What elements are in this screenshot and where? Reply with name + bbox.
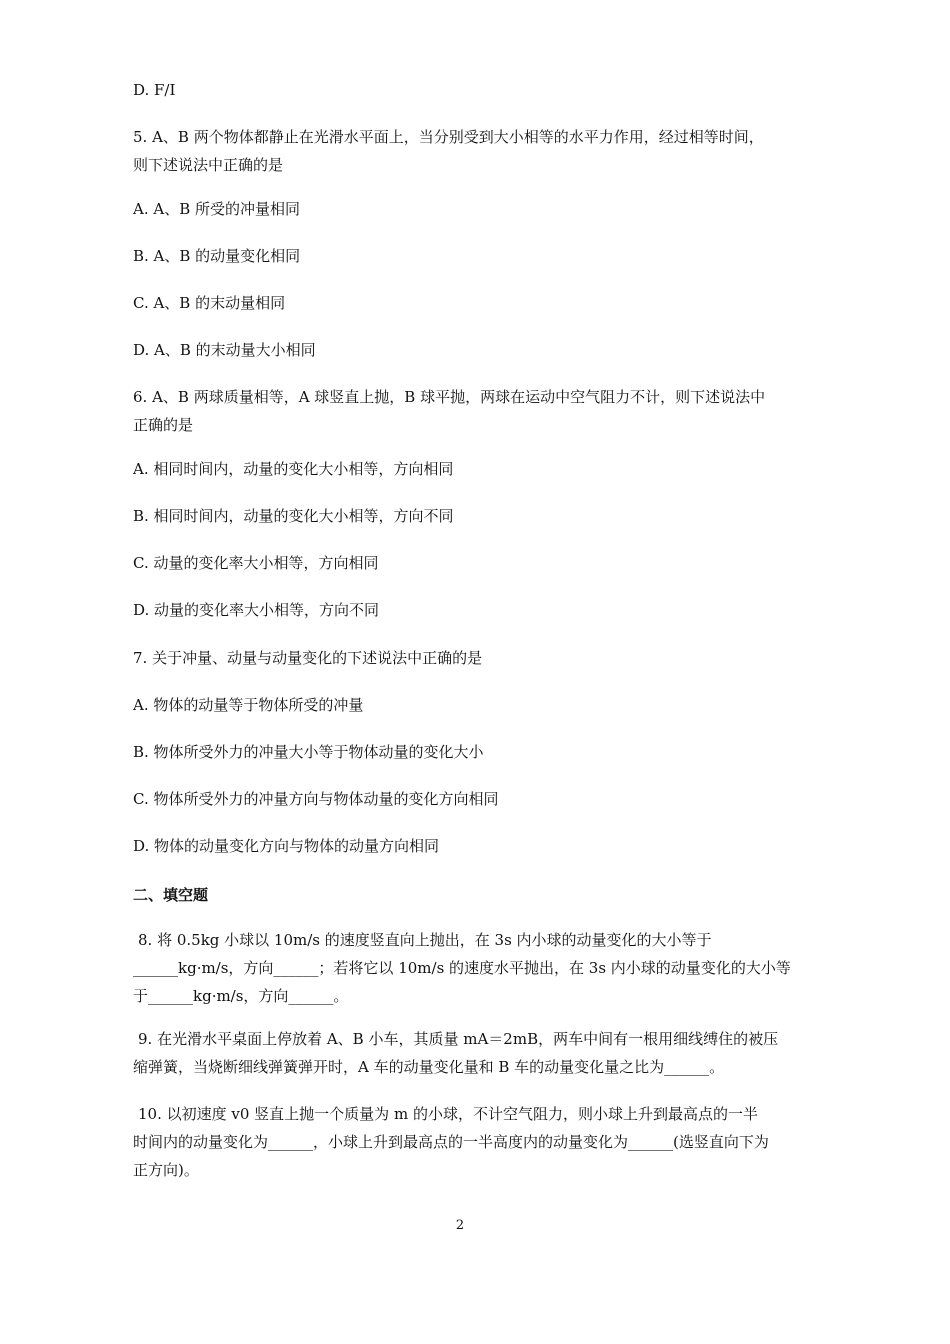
q7-stem: 7. 关于冲量、动量与动量变化的下述说法中正确的是 <box>133 649 483 667</box>
q5-option-d: D. A、B 的末动量大小相同 <box>133 341 316 359</box>
q6-option-b: B. 相同时间内，动量的变化大小相等，方向不同 <box>133 507 454 525</box>
q10-text <box>133 1100 833 1184</box>
q6-stem-line: 6. A、B 两球质量相等，A 球竖直上抛，B 球平抛，两球在运动中空气阻力不计，则下述说法中 <box>133 388 766 406</box>
section-heading: 二、填空题 <box>133 886 209 904</box>
q5-option-b: B. A、B 的动量变化相同 <box>133 247 301 265</box>
q9-line: 9. 在光滑水平桌面上停放着 A、B 小车，其质量 mA＝2mB，两车中间有一根用细线缚住的被压 <box>138 1030 779 1048</box>
q5-option-c: C. A、B 的末动量相同 <box>133 294 286 312</box>
q7-option-c: C. 物体所受外力的冲量方向与物体动量的变化方向相同 <box>133 790 499 808</box>
q9-text <box>133 1025 833 1081</box>
q6-stem <box>133 383 833 439</box>
q4-option-d: D. F/I <box>133 81 176 99</box>
q5-option-a: A. A、B 所受的冲量相同 <box>133 200 300 218</box>
q5-stem-line: 则下述说法中正确的是 <box>133 156 284 174</box>
q8-text <box>133 926 833 1010</box>
q8-line: 8. 将 0.5kg 小球以 10m/s 的速度竖直向上抛出，在 3s 内小球的动量变化的大小等于 <box>138 931 712 949</box>
q7-option-a: A. 物体的动量等于物体所受的冲量 <box>133 696 364 714</box>
q6-stem-line: 正确的是 <box>133 416 194 434</box>
q9-line: 缩弹簧，当烧断细线弹簧弹开时，A 车的动量变化量和 B 车的动量变化量之比为______。 <box>133 1058 725 1076</box>
q6-option-a: A. 相同时间内，动量的变化大小相等，方向相同 <box>133 460 454 478</box>
q6-option-d: D. 动量的变化率大小相等，方向不同 <box>133 601 380 619</box>
q5-stem <box>133 123 833 179</box>
q10-line: 时间内的动量变化为______，小球上升到最高点的一半高度内的动量变化为______(选竖直向下为 <box>133 1133 769 1151</box>
page-number: 2 <box>455 1218 465 1233</box>
q8-line: ______kg·m/s，方向______；若将它以 10m/s 的速度水平抛出，在 3s 内小球的动量变化的大小等 <box>133 959 791 977</box>
q5-stem-line: 5. A、B 两个物体都静止在光滑水平面上，当分别受到大小相等的水平力作用，经过相等时间， <box>133 128 764 146</box>
q7-option-b: B. 物体所受外力的冲量大小等于物体动量的变化大小 <box>133 743 484 761</box>
q7-option-d: D. 物体的动量变化方向与物体的动量方向相同 <box>133 837 440 855</box>
q10-line: 正方向)。 <box>133 1161 199 1179</box>
q8-line: 于______kg·m/s，方向______。 <box>133 987 349 1005</box>
q10-line: 10. 以初速度 v0 竖直上抛一个质量为 m 的小球，不计空气阻力，则小球上升到最高点的一半 <box>138 1105 758 1123</box>
q6-option-c: C. 动量的变化率大小相等，方向相同 <box>133 554 379 572</box>
